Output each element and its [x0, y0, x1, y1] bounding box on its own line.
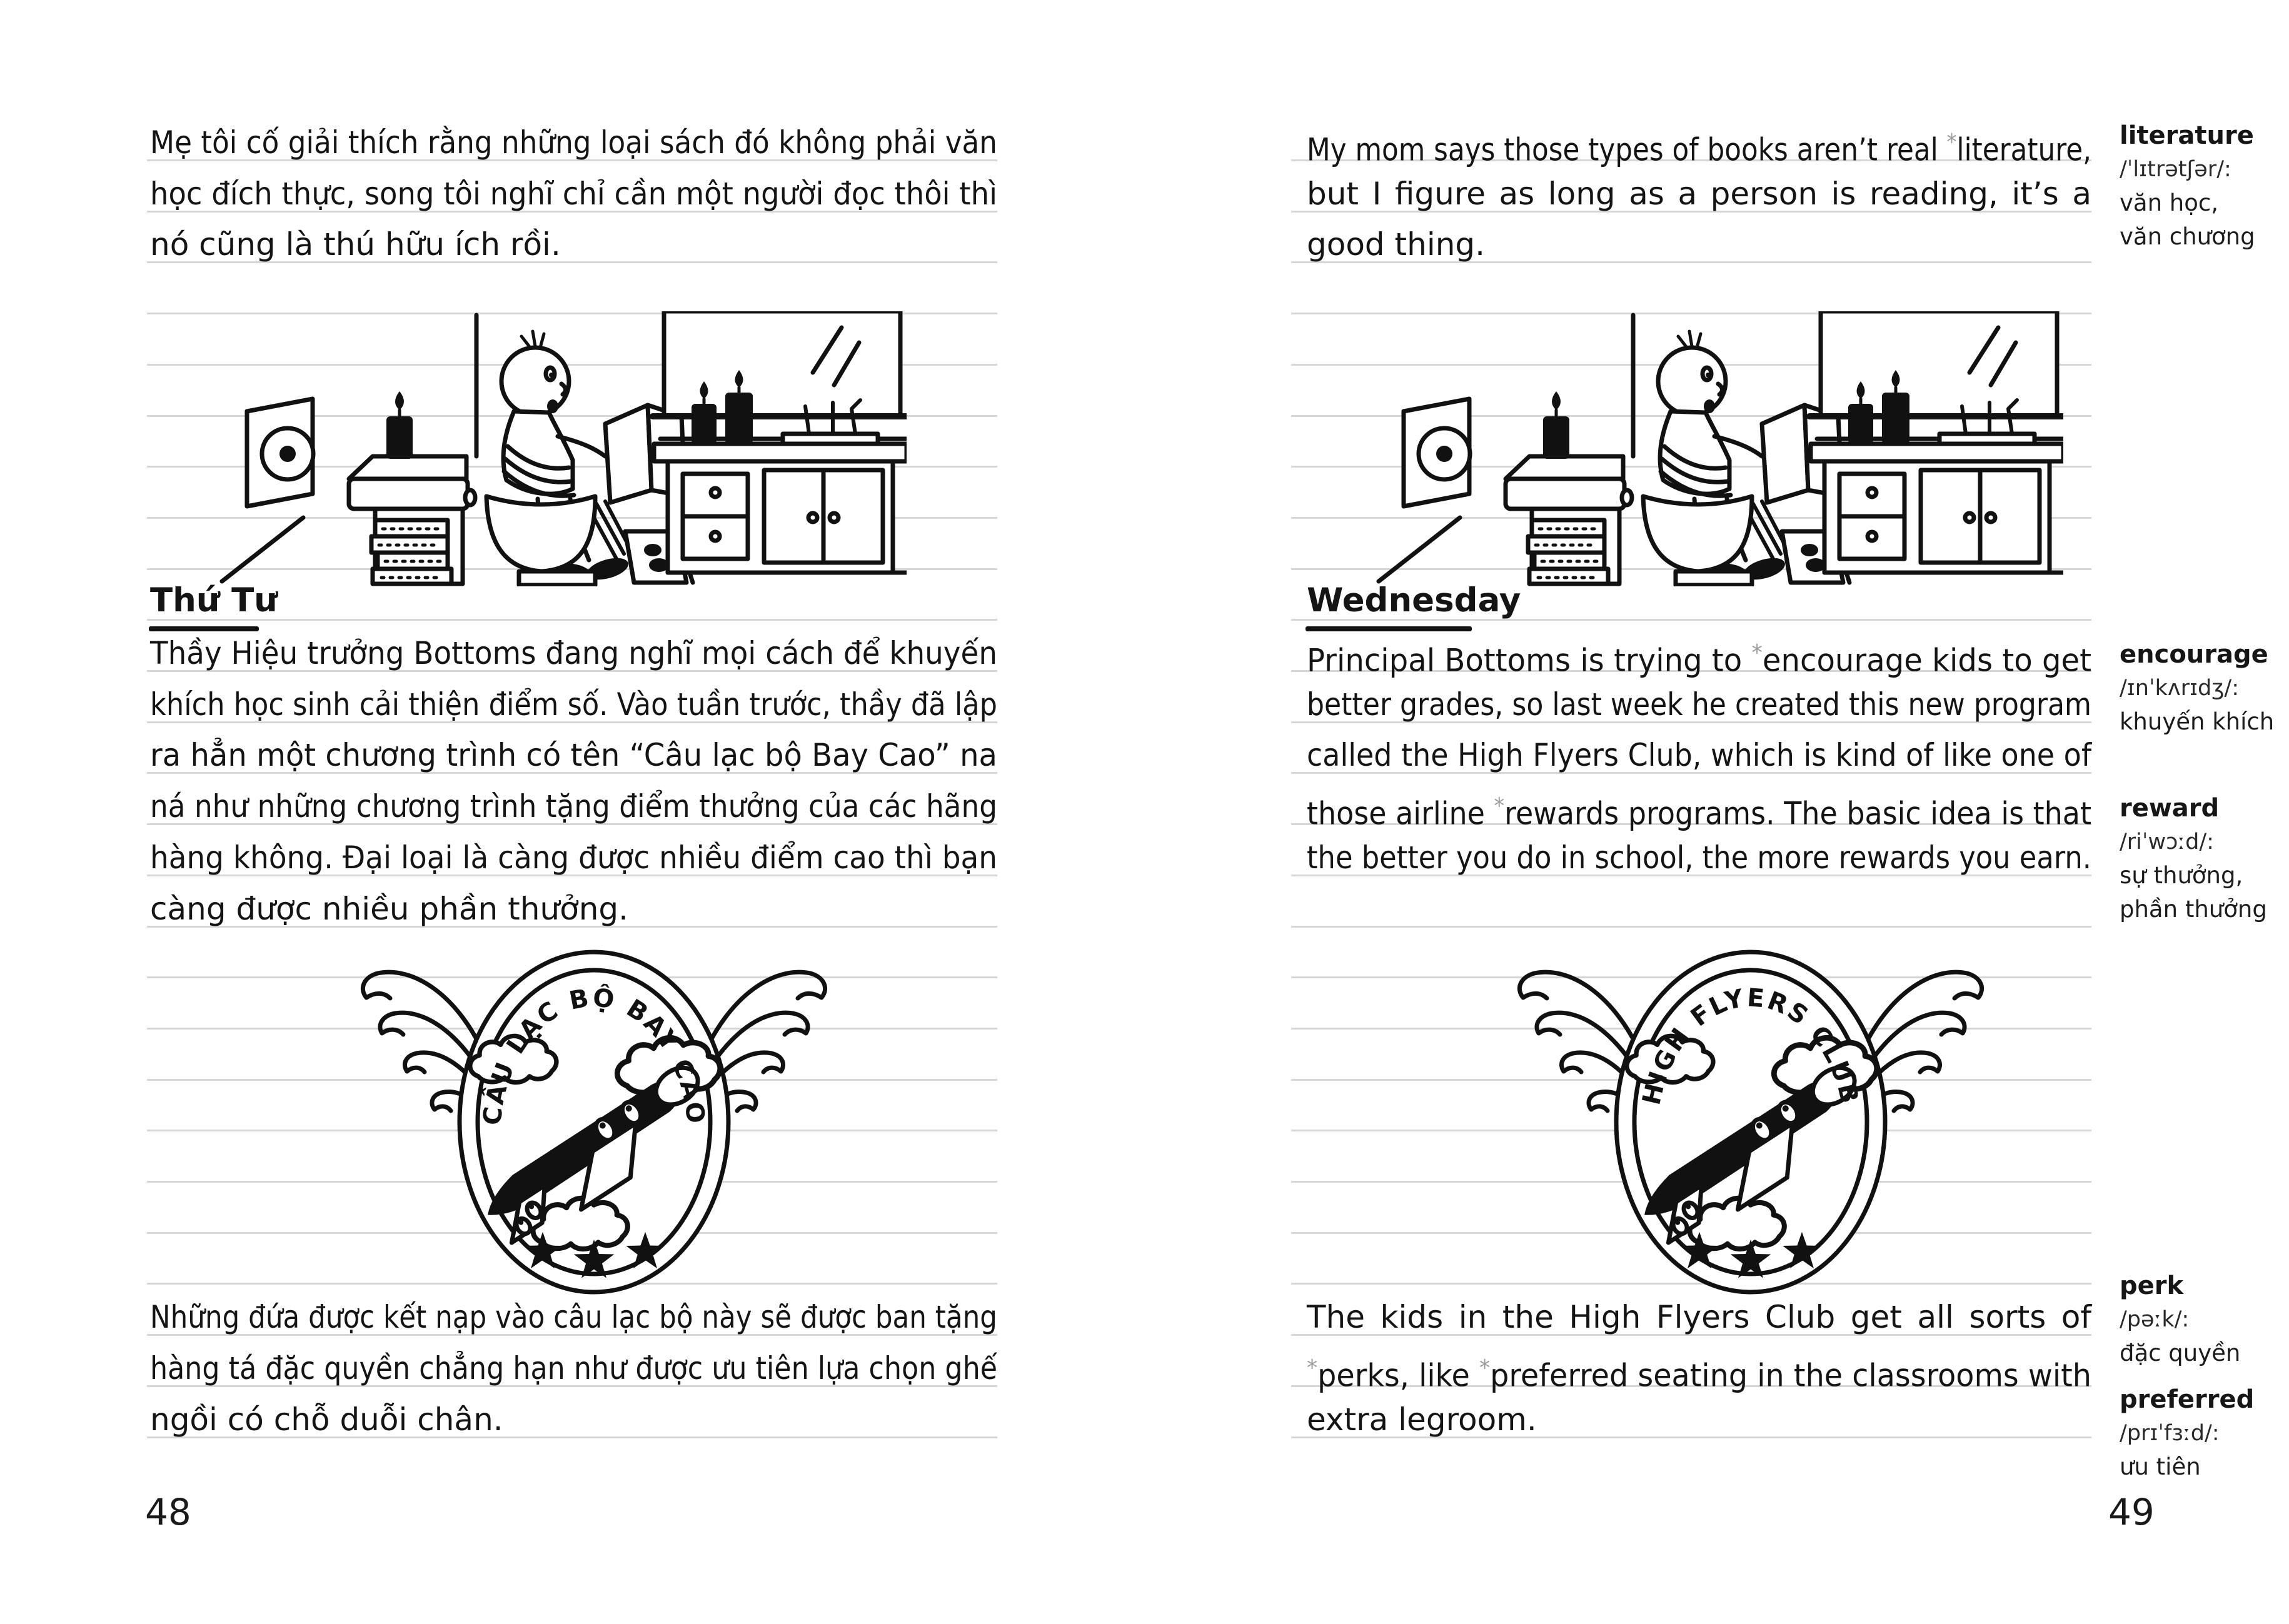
text-segment: perks, like — [1317, 1357, 1479, 1394]
club-badge-logo — [1476, 935, 2026, 1297]
handwritten-line: good thing. — [1307, 226, 1486, 263]
page-number: 48 — [145, 1491, 191, 1533]
vocab-meaning: ưu tiên — [2120, 1453, 2201, 1480]
vocab-ipa: /riˈwɔːd/: — [2120, 830, 2214, 855]
vocab-meaning: văn học, — [2120, 189, 2218, 216]
entry-date-heading: Thứ Tư — [150, 581, 278, 619]
text-segment: encourage kids to get — [1762, 642, 2091, 679]
handwritten-line: học đích thực, song tôi nghĩ chỉ cần một người đọc thôi thì — [150, 176, 997, 212]
vocab-ipa: /ɪnˈkʌrɪdʒ/: — [2120, 676, 2239, 701]
handwritten-line: ra hẳn một chương trình có tên “Câu lạc bộ Bay Cao” na — [150, 737, 997, 773]
toilet-reading-cartoon — [188, 311, 907, 586]
handwritten-line: ngồi có chỗ duỗi chân. — [150, 1401, 503, 1438]
asterisk-marker: * — [1494, 793, 1505, 819]
ruled-line — [1291, 926, 2091, 928]
handwritten-line: Thầy Hiệu trưởng Bottoms đang nghĩ mọi cách để khuyến — [150, 635, 997, 671]
vocab-entry-reward — [2120, 791, 2289, 926]
vocab-word: literature — [2120, 121, 2254, 150]
text-segment: rewards programs. The basic idea is that — [1504, 795, 2091, 832]
vocab-entry-literature — [2120, 119, 2289, 254]
toilet-reading-cartoon — [1344, 311, 2063, 586]
vocab-word: reward — [2120, 794, 2220, 823]
handwritten-line: Mẹ tôi cố giải thích rằng những loại sách đó không phải văn — [150, 124, 997, 161]
vocab-word: perk — [2120, 1271, 2184, 1300]
vocab-entry-preferred — [2120, 1383, 2289, 1484]
asterisk-marker: * — [1307, 1355, 1318, 1381]
vocab-word: encourage — [2120, 640, 2268, 669]
vocab-meaning: văn chương — [2120, 223, 2255, 250]
vocab-ipa: /pəːk/: — [2120, 1307, 2190, 1332]
asterisk-marker: * — [1751, 640, 1763, 666]
handwritten-line: khích học sinh cải thiện điểm số. Vào tuần trước, thầy đã lập — [150, 686, 997, 723]
handwritten-line: ná như những chương trình tặng điểm thưởng của các hãng — [150, 788, 997, 825]
badge-arc-text: HIGH FLYERS CLUB — [1637, 983, 1864, 1108]
page-number: 49 — [2108, 1491, 2155, 1533]
handwritten-line: extra legroom. — [1307, 1401, 1537, 1438]
handwritten-line: Những đứa được kết nạp vào câu lạc bộ này sẽ được ban tặng — [150, 1299, 997, 1335]
handwritten-line — [1307, 1350, 2091, 1394]
vocab-entry-encourage — [2120, 638, 2289, 739]
vocab-ipa: /ˈlɪtrətʃər/: — [2120, 157, 2231, 182]
handwritten-line: hàng tá đặc quyền chẳng hạn như được ưu tiên lựa chọn ghế — [150, 1350, 997, 1386]
vocab-word: preferred — [2120, 1385, 2255, 1414]
text-segment: preferred seating in the classrooms with — [1490, 1357, 2091, 1394]
text-segment: Principal Bottoms is trying to — [1307, 642, 1752, 679]
heading-underline — [1305, 626, 1472, 631]
handwritten-line: called the High Flyers Club, which is kind of like one of — [1307, 737, 2091, 773]
handwritten-line: càng được nhiều phần thưởng. — [150, 891, 629, 927]
asterisk-marker: * — [1479, 1355, 1491, 1381]
vocab-entry-perk — [2120, 1269, 2289, 1370]
handwritten-line: but I figure as long as a person is reading, it’s a — [1307, 176, 2091, 212]
handwritten-line: the better you do in school, the more rewards you earn. — [1307, 840, 2091, 876]
handwritten-line: nó cũng là thú hữu ích rồi. — [150, 226, 561, 263]
vocab-meaning: phần thưởng — [2120, 896, 2267, 923]
text-segment: those airline — [1307, 795, 1494, 832]
handwritten-line — [1307, 635, 2091, 679]
handwritten-line: better grades, so last week he created this new program — [1307, 686, 2091, 723]
text-segment: My mom says those types of books aren’t real — [1307, 131, 1947, 168]
vocab-meaning: đặc quyền — [2120, 1340, 2241, 1366]
vocab-ipa: /prɪˈfɜːd/: — [2120, 1421, 2220, 1446]
handwritten-line — [1307, 124, 2091, 168]
vocab-meaning: sự thưởng, — [2120, 862, 2243, 889]
handwritten-line — [1307, 788, 2091, 832]
badge-arc-text: CÂU LẠC BỘ BAY CAO — [478, 983, 710, 1127]
club-badge-logo — [319, 935, 869, 1297]
vocab-meaning: khuyến khích — [2120, 708, 2275, 735]
handwritten-line: The kids in the High Flyers Club get all sorts of — [1307, 1299, 2091, 1335]
text-segment: literature, — [1956, 131, 2091, 168]
handwritten-line: hàng không. Đại loại là càng được nhiều điểm cao thì bạn — [150, 840, 997, 876]
asterisk-marker: * — [1946, 129, 1957, 155]
entry-date-heading: Wednesday — [1307, 581, 1521, 619]
heading-underline — [149, 626, 259, 631]
